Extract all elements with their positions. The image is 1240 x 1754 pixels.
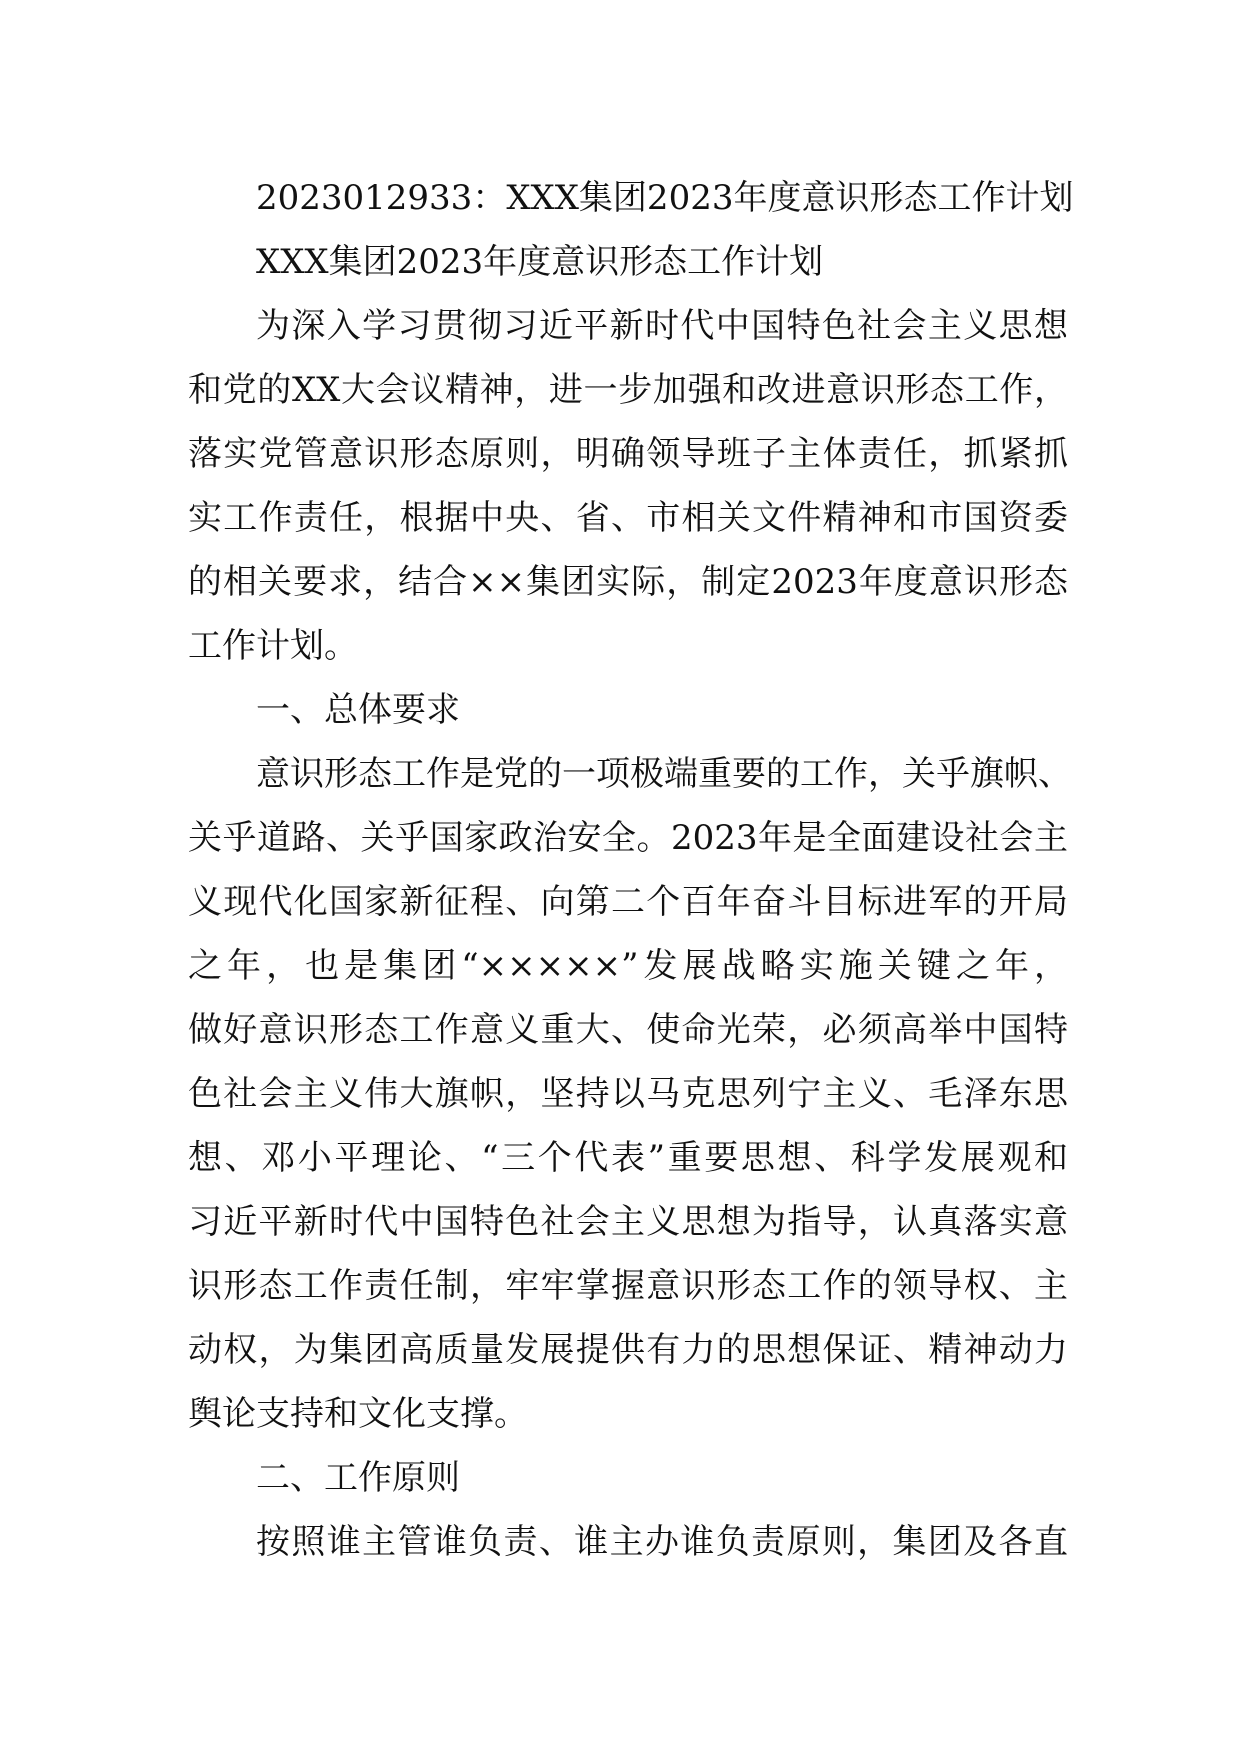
paragraph-line: 舆论支持和文化支撑。 xyxy=(188,1394,528,1434)
paragraph-line: 想、邓小平理论、“三个代表”重要思想、科学发展观和 xyxy=(188,1138,1068,1178)
paragraph-line: 识形态工作责任制，牢牢掌握意识形态工作的领导权、主 xyxy=(188,1266,1068,1306)
paragraph-line: 义现代化国家新征程、向第二个百年奋斗目标进军的开局 xyxy=(188,882,1068,922)
section-heading: 一、总体要求 xyxy=(256,690,460,730)
paragraph-line: 习近平新时代中国特色社会主义思想为指导，认真落实意 xyxy=(188,1202,1068,1242)
paragraph-line: 按照谁主管谁负责、谁主办谁负责原则，集团及各直 xyxy=(256,1522,1068,1562)
paragraph-line: 意识形态工作是党的一项极端重要的工作，关乎旗帜、 xyxy=(256,754,1072,794)
paragraph-line: 工作计划。 xyxy=(188,626,358,666)
paragraph-line: 落实党管意识形态原则，明确领导班子主体责任，抓紧抓 xyxy=(188,434,1068,474)
paragraph-line: 色社会主义伟大旗帜，坚持以马克思列宁主义、毛泽东思 xyxy=(188,1074,1068,1114)
paragraph-line: 实工作责任，根据中央、省、市相关文件精神和市国资委 xyxy=(188,498,1068,538)
paragraph-line: 和党的XX大会议精神，进一步加强和改进意识形态工作， xyxy=(188,370,1068,410)
paragraph-line: 之年，也是集团“×××××”发展战略实施关键之年， xyxy=(188,946,1068,986)
paragraph-line: 关乎道路、关乎国家政治安全。2023年是全面建设社会主 xyxy=(188,818,1068,858)
paragraph-line: 动权，为集团高质量发展提供有力的思想保证、精神动力 xyxy=(188,1330,1068,1370)
document-title: XXX集团2023年度意识形态工作计划 xyxy=(256,242,824,282)
paragraph-line: 为深入学习贯彻习近平新时代中国特色社会主义思想 xyxy=(256,306,1068,346)
paragraph-line: 做好意识形态工作意义重大、使命光荣，必须高举中国特 xyxy=(188,1010,1068,1050)
paragraph-line: 的相关要求，结合××集团实际，制定2023年度意识形态 xyxy=(188,562,1068,602)
section-heading: 二、工作原则 xyxy=(256,1458,460,1498)
document-header-line: 2023012933：XXX集团2023年度意识形态工作计划 xyxy=(256,178,1074,218)
